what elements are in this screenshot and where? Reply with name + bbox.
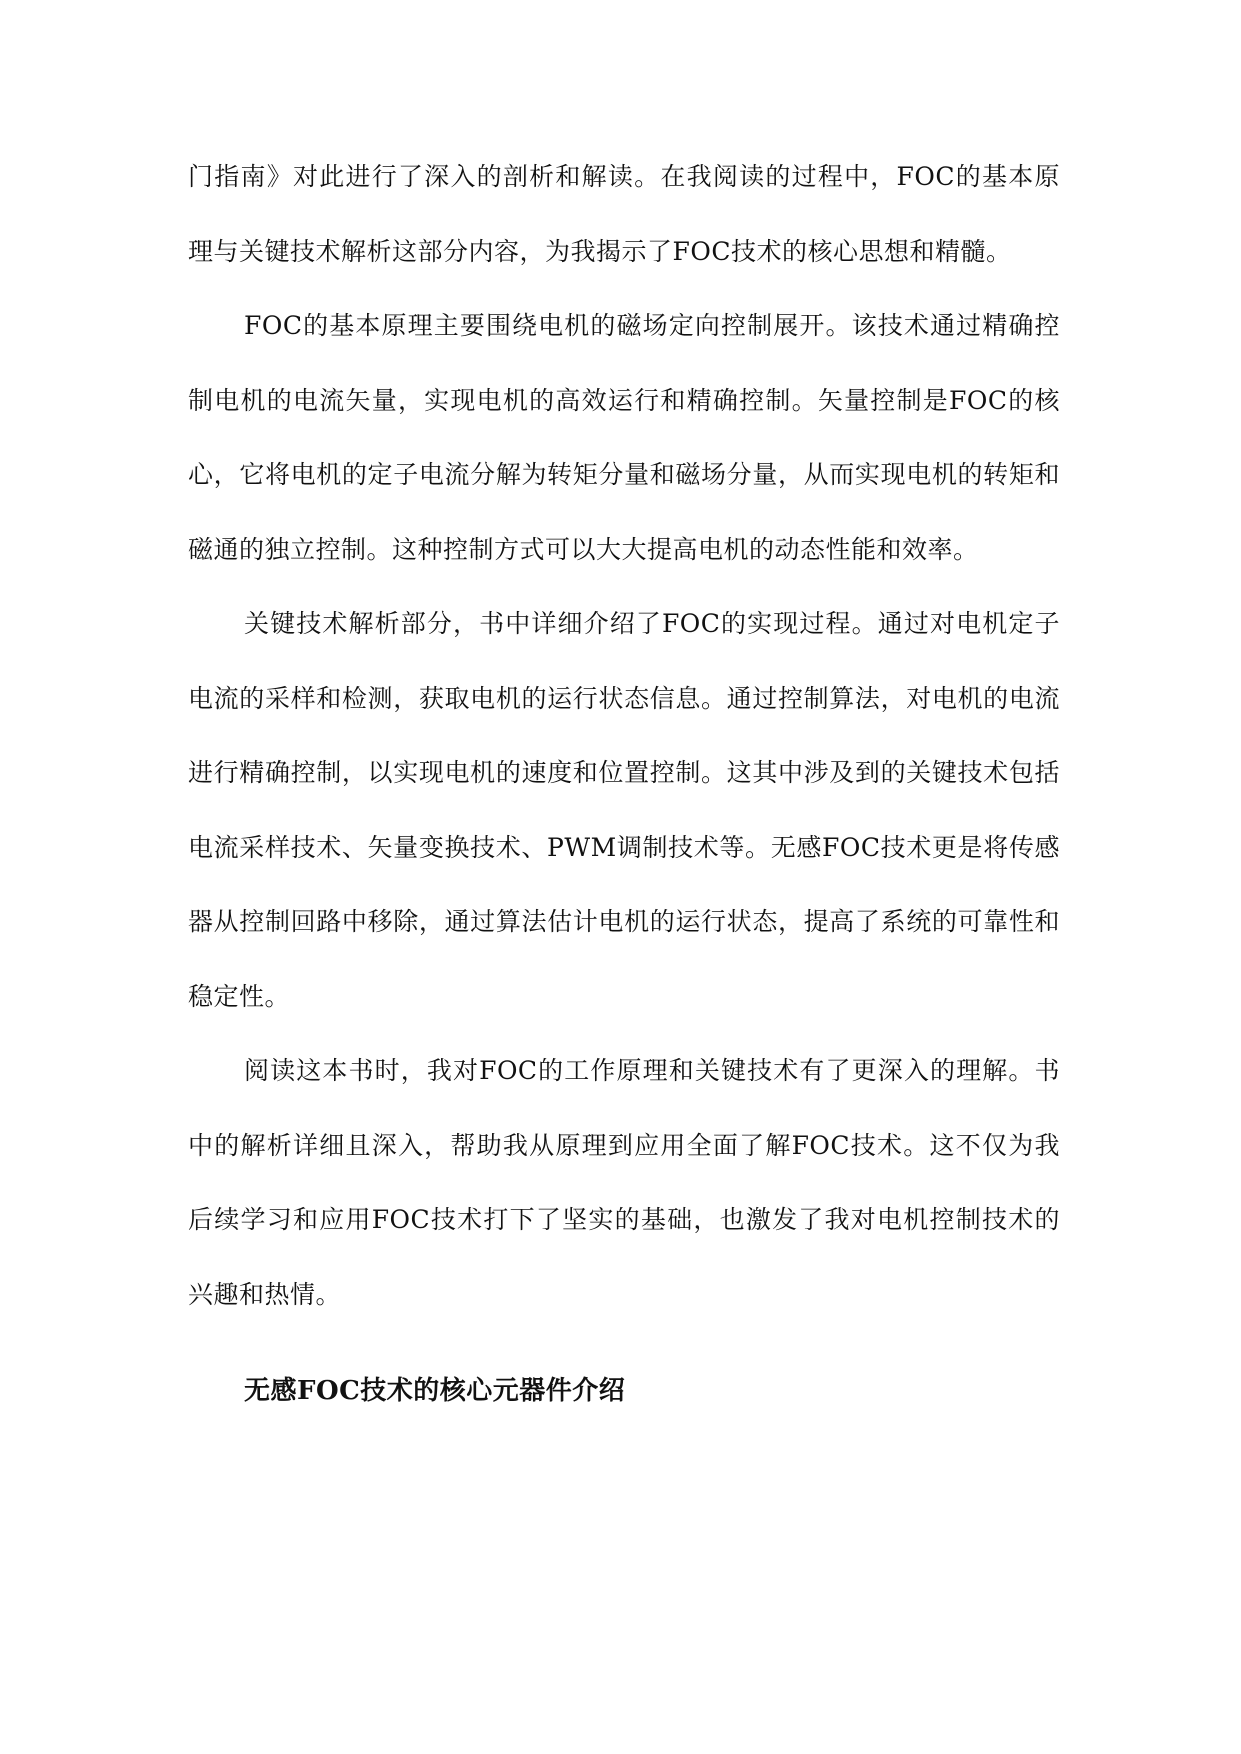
paragraph-key-technology: 关键技术解析部分，书中详细介绍了FOC的实现过程。通过对电机定子电流的采样和检测，获取电机的运行状态信息。通过控制算法，对电机的电流进行精确控制，以实现电机的速度和位置控制。这其中涉及到的关键技术包括电流采样技术、矢量变换技术、PWM调制技术等。无感FOC技术更是将传感器从控制回路中移除，通过算法估计电机的运行状态，提高了系统的可靠性和稳定性。 bbox=[188, 609, 1060, 1011]
paragraph-foc-principle: FOC的基本原理主要围绕电机的磁场定向控制展开。该技术通过精确控制电机的电流矢量，实现电机的高效运行和精确控制。矢量控制是FOC的核心，它将电机的定子电流分解为转矩分量和磁场分量，从而实现电机的转矩和磁通的独立控制。这种控制方式可以大大提高电机的动态性能和效率。 bbox=[188, 311, 1060, 564]
paragraph-continuation: 门指南》对此进行了深入的剖析和解读。在我阅读的过程中，FOC的基本原理与关键技术解析这部分内容，为我揭示了FOC技术的核心思想和精髓。 bbox=[188, 162, 1060, 266]
section-heading: 无感FOC技术的核心元器件介绍 bbox=[244, 1376, 626, 1406]
paragraph-reading-reflection: 阅读这本书时，我对FOC的工作原理和关键技术有了更深入的理解。书中的解析详细且深入，帮助我从原理到应用全面了解FOC技术。这不仅为我后续学习和应用FOC技术打下了坚实的基础，也激发了我对电机控制技术的兴趣和热情。 bbox=[188, 1056, 1060, 1309]
document-body bbox=[188, 140, 1060, 1429]
